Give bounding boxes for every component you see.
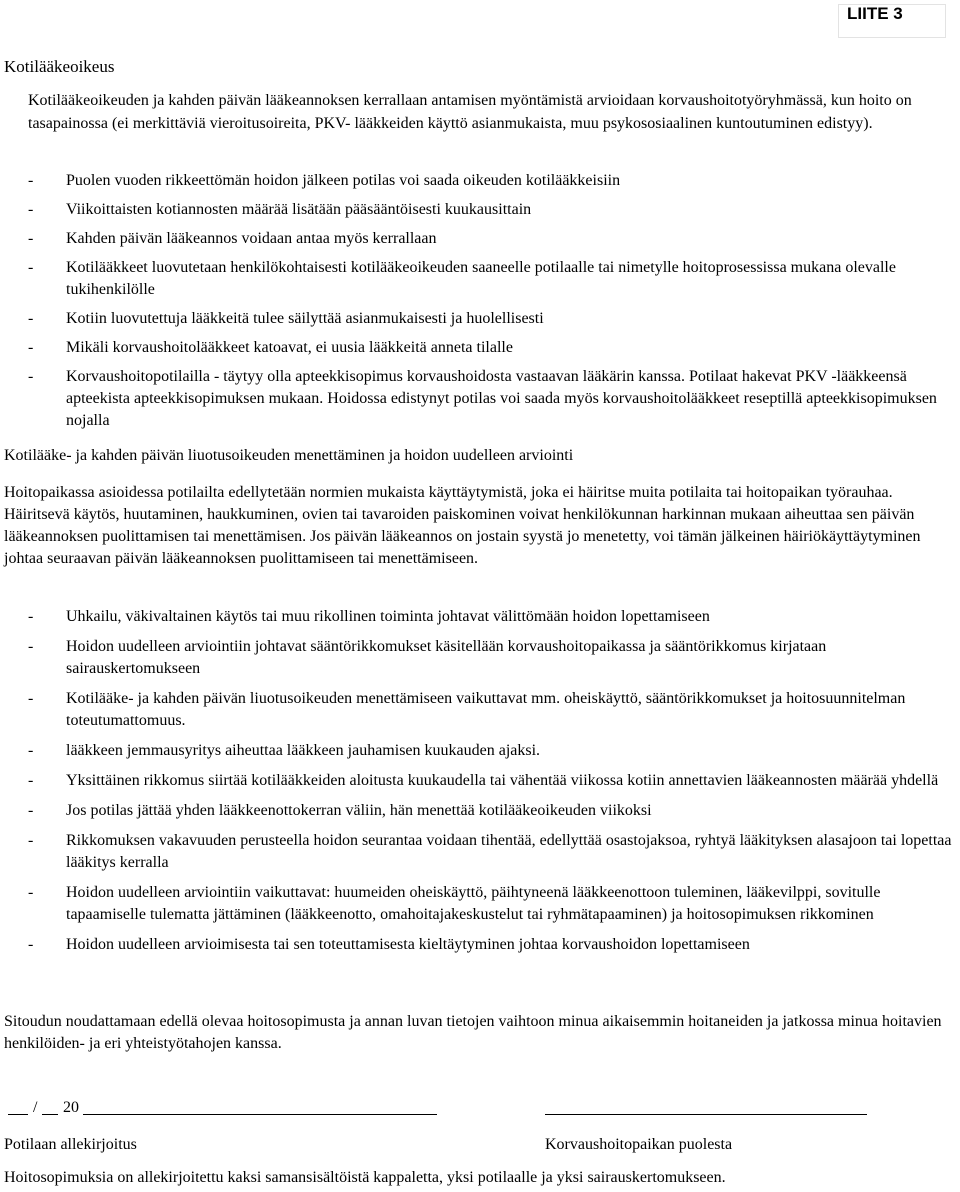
list-item: - Viikoittaisten kotiannosten määrää lisätään pääsääntöisesti kuukausittain (28, 201, 532, 218)
list-item: - Rikkomuksen vakavuuden perusteella hoidon seurantaa voidaan tihentää, edellyttää osastojaksoa, ryhtyä lääkityksen alasajoon tai lopettaa lääkitys kerralla (28, 832, 952, 871)
patient-signature-label: Potilaan allekirjoitus (4, 1136, 137, 1153)
appendix-label: LIITE 3 (838, 4, 946, 38)
footer-note: Hoitosopimuksia on allekirjoitettu kaksi samansisältöistä kappaletta, yksi potilaalle ja yksi sairauskertomukseen. (4, 1169, 726, 1186)
clinic-signature-line (545, 1114, 867, 1115)
date-month-line (42, 1114, 58, 1115)
list-item: - Kotilääke- ja kahden päivän liuotusoikeuden menettämiseen vaikuttavat mm. oheiskäyttö, sääntörikkomukset ja hoitosuunnitelman toteutumattomuus. (28, 690, 906, 729)
list-item: - Mikäli korvaushoitolääkkeet katoavat, ei uusia lääkkeitä anneta tilalle (28, 339, 513, 356)
list-item: - Kahden päivän lääkeannos voidaan antaa myös kerrallaan (28, 230, 437, 247)
list-item: - Hoidon uudelleen arviointiin johtavat sääntörikkomukset käsitellään korvaushoitopaikassa ja sääntörikkomus kirjataan sairauskertomukseen (28, 638, 827, 677)
date-year-prefix: 20 (63, 1099, 79, 1116)
list-item: - Uhkailu, väkivaltainen käytös tai muu rikollinen toiminta johtavat välittömään hoidon lopettamiseen (28, 608, 710, 625)
date-separator: / (33, 1099, 38, 1116)
clinic-signature-label: Korvaushoitopaikan puolesta (545, 1136, 733, 1153)
list-item: - Korvaushoitopotilailla - täytyy olla apteekkisopimus korvaushoidosta vastaavan lääkärin kanssa. Potilaat hakevat PKV -lääkkeensä apteekista apteekkisopimuksen mukaan. Hoidossa edistynyt potilas voi saada myös korvaushoitolääkkeet reseptillä apteekkisopimuksen nojalla (28, 368, 937, 429)
rule-violations-list (28, 606, 956, 956)
intro-paragraph: Kotilääkeoikeuden ja kahden päivän lääkeannoksen kerrallaan antamisen myöntämistä arvioidaan korvaushoitotyöryhmässä, kun hoito on tasapainossa (ei merkittäviä vieroitusoireita, PKV- lääkkeiden käyttö asianmukaista, muu psykososiaalinen kuntoutuminen edistyy). (28, 92, 912, 132)
list-item: - Kotiin luovutettuja lääkkeitä tulee säilyttää asianmukaisesti ja huolellisesti (28, 310, 544, 327)
list-item: - Hoidon uudelleen arvioimisesta tai sen toteuttamisesta kieltäytyminen johtaa korvaushoidon lopettamiseen (28, 936, 750, 953)
list-item: - Hoidon uudelleen arviointiin vaikuttavat: huumeiden oheiskäyttö, päihtyneenä lääkkeenottoon tuleminen, lääkevilppi, sovitulle tapaamiselle tulematta jättäminen (lääkkeenotto, omahoitajakeskustelut tai ryhmätapaaminen) ja hoitosopimuksen rikkominen (28, 884, 881, 923)
home-medication-rules-list (28, 170, 956, 432)
list-item: - Jos potilas jättää yhden lääkkeenottokerran väliin, hän menettää kotilääkeoikeuden viikoksi (28, 802, 652, 819)
list-item: - Kotilääkkeet luovutetaan henkilökohtaisesti kotilääkeoikeuden saaneelle potilaalle tai nimetylle hoitoprosessissa mukana olevalle tukihenkilölle (28, 259, 896, 298)
behaviour-paragraph: Hoitopaikassa asioidessa potilailta edellytetään normien mukaista käyttäytymistä, joka ei häiritse muita potilaita tai hoitopaikan työrauhaa. Häiritsevä käytös, huutaminen, haukkuminen, ovien tai tavaroiden paiskominen voivat henkilökunnan harkinnan mukaan aiheuttaa sen päivän lääkeannoksen puolittamisen tai menettämisen. Jos päivän lääkeannos on jostain syystä jo menetetty, voi tämän jälkeinen häiriökäyttäytyminen johtaa seuraavan päivän lääkeannoksen puolittamiseen tai menettämiseen. (4, 484, 921, 567)
subheading: Kotilääke- ja kahden päivän liuotusoikeuden menettäminen ja hoidon uudelleen arviointi (4, 447, 574, 464)
date-signature-line (83, 1114, 437, 1115)
list-item: - Yksittäinen rikkomus siirtää kotilääkkeiden aloitusta kuukaudella tai vähentää viikossa kotiin annettavien lääkeannosten määrää yhdellä (28, 772, 939, 789)
date-day-line (8, 1114, 28, 1115)
list-item: - Puolen vuoden rikkeettömän hoidon jälkeen potilas voi saada oikeuden kotilääkkeisiin (28, 172, 621, 189)
commitment-paragraph: Sitoudun noudattamaan edellä olevaa hoitosopimusta ja annan luvan tietojen vaihtoon minua aikaisemmin hoitaneiden ja jatkossa minua hoitavien henkilöiden- ja eri yhteistyötahojen kanssa. (4, 1013, 942, 1052)
list-item: - lääkkeen jemmausyritys aiheuttaa lääkkeen jauhamisen kuukauden ajaksi. (28, 742, 541, 759)
section-heading: Kotilääkeoikeus (4, 57, 115, 76)
